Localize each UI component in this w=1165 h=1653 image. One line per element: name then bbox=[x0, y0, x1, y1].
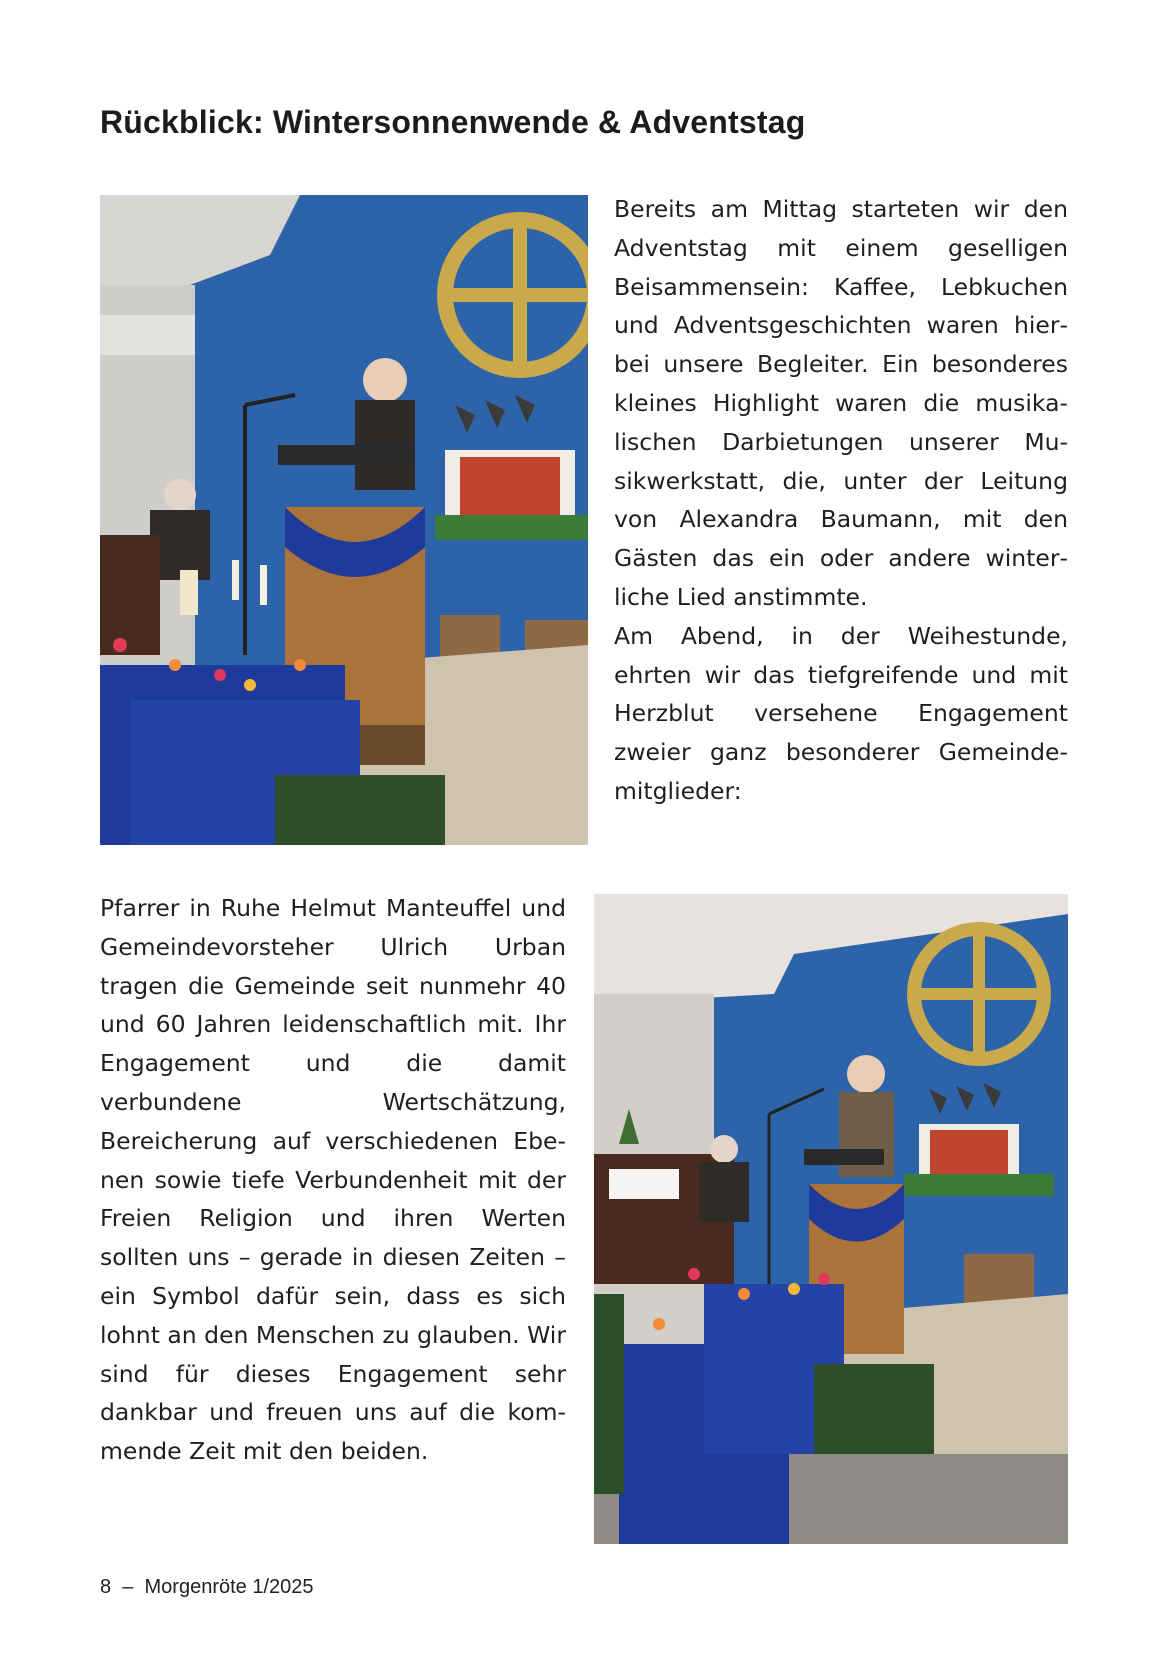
page-footer bbox=[100, 1576, 314, 1599]
footer-separator: – bbox=[122, 1576, 134, 1598]
page-number: 8 bbox=[100, 1576, 112, 1598]
publication-name: Morgenröte 1/2025 bbox=[144, 1576, 314, 1598]
intro-paragraph bbox=[614, 190, 1068, 811]
afternoon-text: Bereits am Mittag starteten wir den Adventstag mit einem geselligen Beisammensein: Kaffee, Lebkuchen und Adventsgeschichten waren hierbei unsere Begleiter. Ein besonderes kleines Highlight waren die musikalischen Darbietungen unserer Musikwerkstatt, die, unter der Leitung von Alexandra Baumann, mit den Gästen das ein oder andere winterliche Lied anstimmte. bbox=[614, 195, 1068, 611]
page-title: Rückblick: Wintersonnenwende & Adventstag bbox=[100, 104, 806, 140]
photo-speaker-at-lectern bbox=[100, 195, 588, 845]
honoree-paragraph: Pfarrer in Ruhe Helmut Manteuffel und Gemeindevorsteher Ulrich Urban tragen die Gemeinde seit nunmehr 40 und 60 Jahren leidenschaftlich mit. Ihr Engagement und die damit verbundene Wertschätzung, Bereicherung auf verschiedenen Ebenen sowie tiefe Verbundenheit mit der Freien Religion und ihren Werten sollten uns – gerade in diesen Zeiten – ein Symbol dafür sein, dass es sich lohnt an den Menschen zu glauben. Wir sind für dieses Engagement sehr dankbar und freuen uns auf die kommende Zeit mit den beiden. bbox=[100, 894, 566, 1466]
evening-text: Am Abend, in der Weihestunde, ehrten wir das tiefgreifende und mit Herzblut versehene Engagement zweier ganz besonderer Gemeindemitglieder: bbox=[614, 621, 1068, 805]
photo-hall-overview bbox=[594, 894, 1068, 1544]
